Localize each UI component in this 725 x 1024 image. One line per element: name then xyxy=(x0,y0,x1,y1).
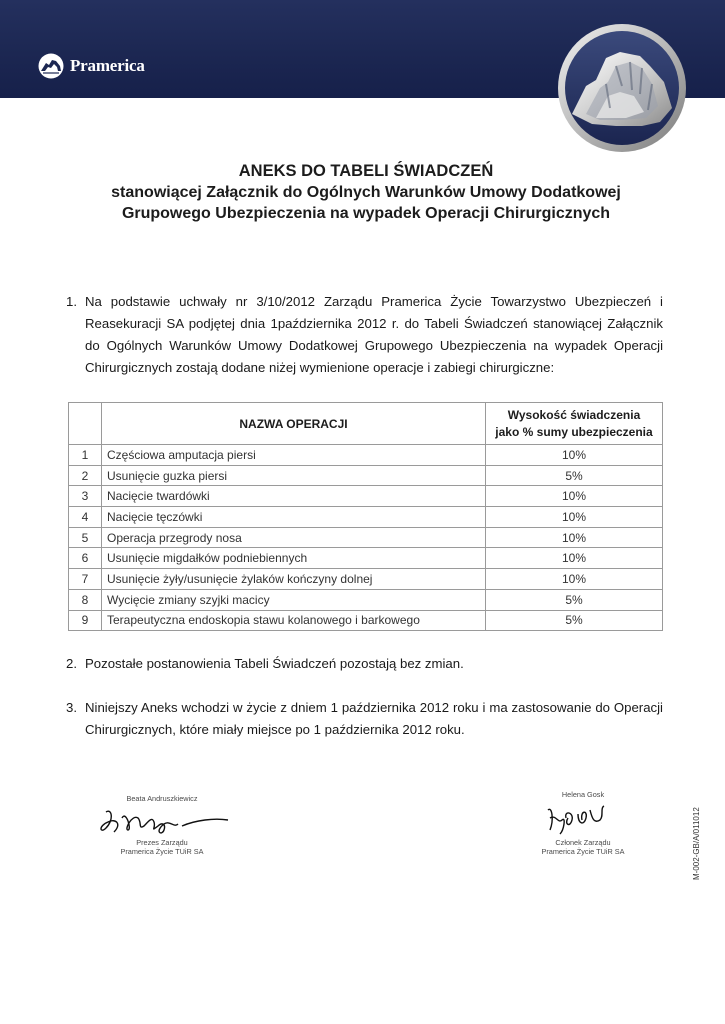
row-operation-name: Nacięcie tęczówki xyxy=(102,507,486,528)
title-line-2: stanowiącej Załącznik do Ogólnych Warunków Umowy Dodatkowej xyxy=(111,184,621,201)
row-number: 1 xyxy=(69,445,102,466)
row-operation-name: Operacja przegrody nosa xyxy=(102,527,486,548)
title-line-1: ANEKS DO TABELI ŚWIADCZEŃ xyxy=(238,162,494,180)
document-code: M-002-GB/A/011012 xyxy=(692,807,701,880)
brand-name: Pramerica xyxy=(70,56,145,75)
table-row xyxy=(69,445,663,466)
row-benefit-value: 10% xyxy=(486,486,663,507)
rock-of-gibraltar-emblem xyxy=(556,22,688,154)
table-row xyxy=(69,569,663,590)
paragraph-1-number: 1. xyxy=(66,294,77,309)
table-row xyxy=(69,548,663,569)
row-number: 2 xyxy=(69,465,102,486)
row-operation-name: Wycięcie zmiany szyjki macicy xyxy=(102,589,486,610)
row-benefit-value: 10% xyxy=(486,445,663,466)
table-row xyxy=(69,610,663,631)
row-number: 9 xyxy=(69,610,102,631)
header-benefit-line-1: Wysokość świadczenia xyxy=(507,407,641,422)
table-row xyxy=(69,486,663,507)
row-number: 8 xyxy=(69,589,102,610)
paragraph-3-number: 3. xyxy=(66,700,77,715)
paragraph-2-text: Pozostałe postanowienia Tabeli Świadczeń pozostają bez zmian. xyxy=(85,656,464,671)
operations-table xyxy=(68,402,663,631)
row-number: 7 xyxy=(69,569,102,590)
signatory-left-name: Beata Andruszkiewicz xyxy=(126,794,198,803)
row-number: 4 xyxy=(69,507,102,528)
table-row xyxy=(69,589,663,610)
row-benefit-value: 10% xyxy=(486,548,663,569)
row-number: 3 xyxy=(69,486,102,507)
document-title xyxy=(40,160,692,224)
row-benefit-value: 10% xyxy=(486,569,663,590)
signatory-right-role: Członek Zarządu xyxy=(555,837,611,847)
title-line-3: Grupowego Ubezpieczenia na wypadek Operacji Chirurgicznych xyxy=(121,205,611,222)
paragraph-3 xyxy=(66,697,663,741)
row-benefit-value: 10% xyxy=(486,507,663,528)
signatory-right-name: Helena Gosk xyxy=(561,790,605,799)
header-number-cell xyxy=(69,403,102,445)
row-benefit-value: 5% xyxy=(486,465,663,486)
table-row xyxy=(69,465,663,486)
row-number: 5 xyxy=(69,527,102,548)
header-benefit-value xyxy=(486,403,663,445)
row-operation-name: Nacięcie twardówki xyxy=(102,486,486,507)
signatory-left-company: Pramerica Życie TUiR SA xyxy=(120,847,204,856)
paragraph-2-number: 2. xyxy=(66,656,77,671)
row-operation-name: Częściowa amputacja piersi xyxy=(102,445,486,466)
row-operation-name: Usunięcie guzka piersi xyxy=(102,465,486,486)
row-operation-name: Usunięcie migdałków podniebiennych xyxy=(102,548,486,569)
paragraph-1 xyxy=(66,291,663,379)
header-operation-name: NAZWA OPERACJI xyxy=(102,403,486,445)
row-number: 6 xyxy=(69,548,102,569)
signature-left xyxy=(92,794,232,857)
table-row xyxy=(69,507,663,528)
pramerica-rock-logo-icon xyxy=(37,52,65,80)
signature-right xyxy=(528,790,638,857)
row-operation-name: Terapeutyczna endoskopia stawu kolanowego i barkowego xyxy=(102,610,486,631)
row-benefit-value: 10% xyxy=(486,527,663,548)
row-benefit-value: 5% xyxy=(486,610,663,631)
signatory-right-company: Pramerica Życie TUiR SA xyxy=(541,847,625,856)
signatory-left-role: Prezes Zarządu xyxy=(136,837,188,847)
signature-left-handwriting xyxy=(92,804,232,838)
paragraph-2 xyxy=(66,653,663,675)
brand-logo xyxy=(37,51,145,81)
paragraph-1-text: Na podstawie uchwały nr 3/10/2012 Zarządu Pramerica Życie Towarzystwo Ubezpieczeń i Reasekuracji SA podjętej dnia 1października 2012 r. do Tabeli Świadczeń stanowiącej Załącznik do Ogólnych Warunków Umowy Dodatkowej Grupowego Ubezpieczenia na wypadek Operacji Chirurgicznych zostają dodane niżej wymienione operacje i zabiegi chirurgiczne: xyxy=(85,294,663,375)
table-row xyxy=(69,527,663,548)
row-operation-name: Usunięcie żyły/usunięcie żylaków kończyny dolnej xyxy=(102,569,486,590)
row-benefit-value: 5% xyxy=(486,589,663,610)
paragraph-3-text: Niniejszy Aneks wchodzi w życie z dniem 1 października 2012 roku i ma zastosowanie do Operacji Chirurgicznych, które miały miejsce po 1 października 2012 roku. xyxy=(85,700,663,737)
table-header-row xyxy=(69,403,663,445)
signature-right-handwriting xyxy=(528,800,638,838)
header-benefit-line-2: jako % sumy ubezpieczenia xyxy=(495,424,653,439)
